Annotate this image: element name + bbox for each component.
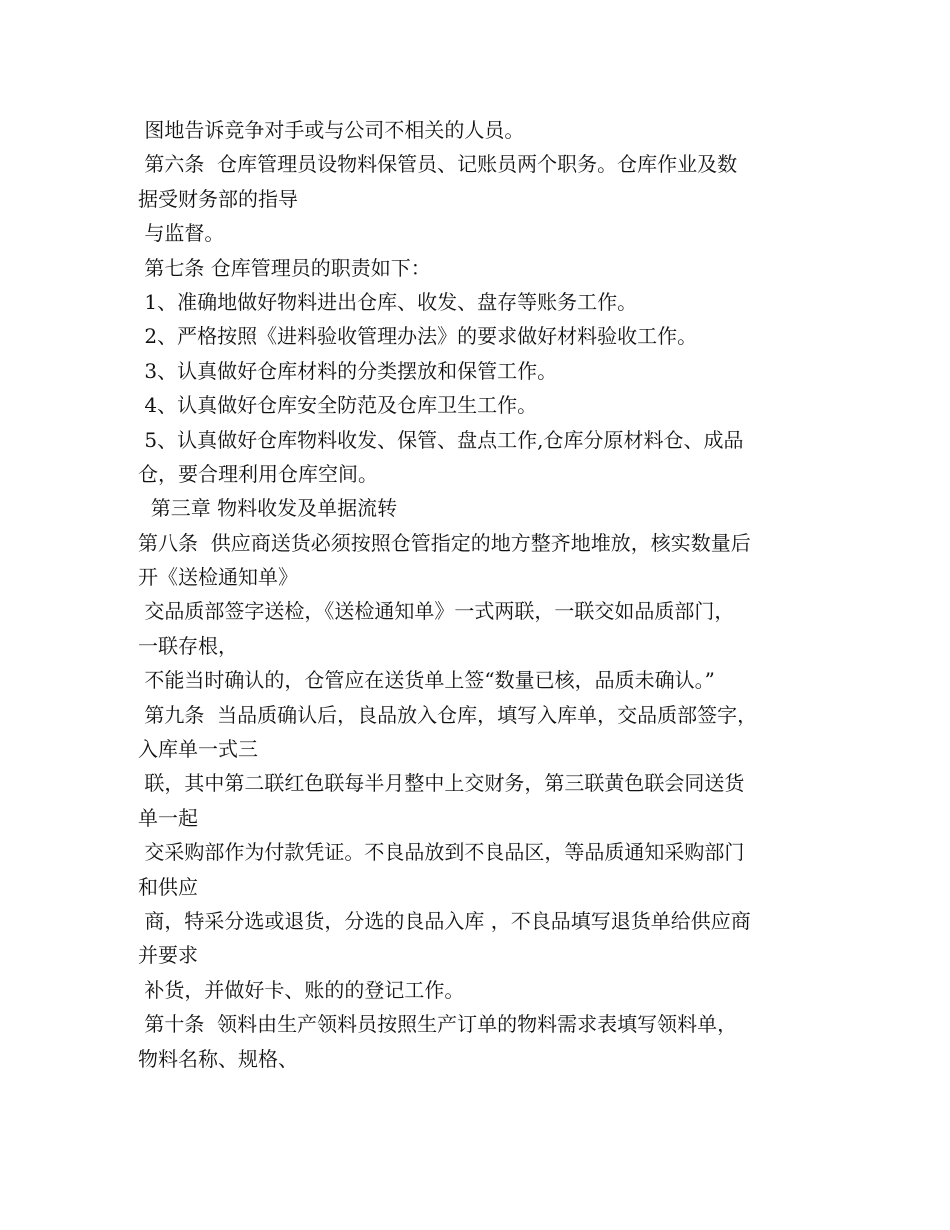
text-line: 并要求 (138, 943, 198, 968)
text-line: 仓，要合理利用仓库空间。 (138, 461, 378, 486)
text-line: 商，特采分选或退货，分选的良品入库 ，不良品填写退货单给供应商 (138, 908, 751, 933)
text-line: 补货，并做好卡、账的的登记工作。 (138, 977, 465, 1002)
text-line: 4、认真做好仓库安全防范及仓库卫生工作。 (138, 393, 538, 418)
text-line: 第六条 仓库管理员设物料保管员、记账员两个职务。仓库作业及数 (138, 152, 738, 177)
text-line: 交采购部作为付款凭证。不良品放到不良品区，等品质通知采购部门 (138, 840, 745, 865)
text-line: 开《送检通知单》 (138, 565, 298, 590)
text-line: 物料名称、规格、 (138, 1046, 298, 1071)
text-line: 单一起 (138, 805, 198, 830)
document-body (138, 113, 828, 1076)
text-line: 图地告诉竞争对手或与公司不相关的人员。 (138, 118, 525, 142)
text-line: 联，其中第二联红色联每半月整中上交财务，第三联黄色联会同送货 (138, 771, 745, 796)
text-line: 第七条 仓库管理员的职责如下： (138, 255, 431, 280)
text-line: 不能当时确认的，仓管应在送货单上签“数量已核，品质未确认。” (138, 668, 715, 693)
text-line: 第九条 当品质确认后，良品放入仓库，填写入库单，交品质部签字， (138, 702, 758, 727)
text-line: 5、认真做好仓库物料收发、保管、盘点工作,仓库分原材料仓、成品 (138, 427, 744, 452)
section-heading: 第三章 物料收发及单据流转 (138, 496, 398, 521)
text-line: 第十条 领料由生产领料员按照生产订单的物料需求表填写领料单， (138, 1012, 738, 1037)
text-line: 1、准确地做好物料进出仓库、收发、盘存等账务工作。 (138, 289, 638, 314)
text-line: 交品质部签字送检，《送检通知单》一式两联，一联交如品质部门， (138, 599, 735, 624)
text-line: 3、认真做好仓库材料的分类摆放和保管工作。 (138, 358, 558, 383)
text-line: 和供应 (138, 874, 198, 899)
text-line: 2、严格按照《进料验收管理办法》的要求做好材料验收工作。 (138, 324, 698, 349)
text-line: 一联存根， (138, 633, 238, 658)
text-line: 与监督。 (138, 221, 225, 246)
text-line: 据受财务部的指导 (138, 186, 298, 211)
text-line: 入库单一式三 (138, 737, 258, 762)
text-line: 第八条 供应商送货必须按照仓管指定的地方整齐地堆放，核实数量后 (138, 530, 751, 555)
